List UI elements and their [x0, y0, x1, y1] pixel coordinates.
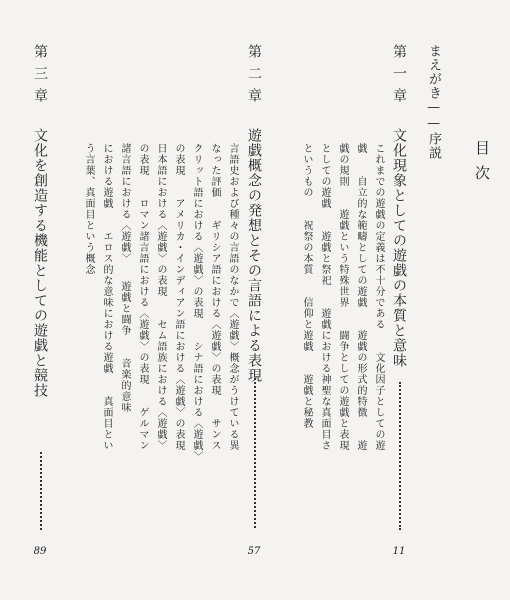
toc-title: 目次 — [473, 140, 491, 190]
chapter-2-summary-col-7: 諸言語における〈遊戯〉 遊戯と闘争 音楽的意味 — [119, 143, 130, 413]
chapter-1-leader — [399, 382, 401, 530]
chapter-2-summary-col-6: の表現 ロマン諸言語における〈遊戯〉の表現 ゲルマン — [137, 143, 148, 451]
chapter-2-summary-col-4: の表現 アメリカ・インディアン語における〈遊戯〉の表現 — [173, 143, 184, 451]
preface-entry: まえがき——序説 — [426, 44, 441, 160]
chapter-2-summary-col-3: クリット語における〈遊戯〉の表現 シナ語における〈遊戯〉 — [191, 143, 202, 462]
chapter-3-label: 第三章 — [32, 44, 48, 110]
chapter-2-leader — [254, 378, 256, 528]
chapter-3-title: 文化を創造する機能としての遊戯と競技 — [32, 128, 48, 398]
chapter-3-page: 89 — [33, 546, 47, 557]
chapter-2-page: 57 — [247, 546, 261, 557]
chapter-2-summary-col-8: における遊戯 エロス的な意味における遊戯 真面目とい — [101, 143, 112, 451]
chapter-2-summary-col-5: 日本語における〈遊戯〉の表現 セム語族における〈遊戯〉 — [155, 143, 166, 451]
chapter-1-summary-col-4: としての遊戯 遊戯と祭祀 遊戯における神聖な真面目さ — [319, 143, 330, 451]
chapter-1-summary-col-3: 戯の規則 遊戯という特殊世界 闘争としての遊戯と表現 — [337, 143, 348, 451]
chapter-1-summary-col-1: これまでの遊戯の定義は不十分である 文化因子としての遊 — [373, 143, 384, 451]
chapter-1-title: 文化現象としての遊戯の本質と意味 — [391, 128, 407, 368]
chapter-2-summary-col-1: 言語史および種々の言語のなかで〈遊戯〉概念がうけている異 — [227, 143, 238, 451]
chapter-2-summary-col-9: う言葉、真面目という概念 — [83, 143, 94, 275]
chapter-2-title: 遊戯概念の発想とその言語による表現 — [246, 128, 262, 383]
chapter-3-leader — [40, 452, 42, 530]
chapter-1-page: 11 — [392, 546, 406, 557]
chapter-1-summary-col-2: 戯 自立的な範疇としての遊戯 遊戯の形式的特徴 遊 — [355, 143, 366, 451]
chapter-2-label: 第二章 — [246, 44, 262, 110]
chapter-1-summary-col-5: というもの 祝祭の本質 信仰と遊戯 遊戯と秘教 — [301, 143, 312, 429]
chapter-2-summary-col-2: なった評価 ギリシア語における〈遊戯〉の表現 サンス — [209, 143, 220, 451]
chapter-1-label: 第一章 — [391, 44, 407, 110]
